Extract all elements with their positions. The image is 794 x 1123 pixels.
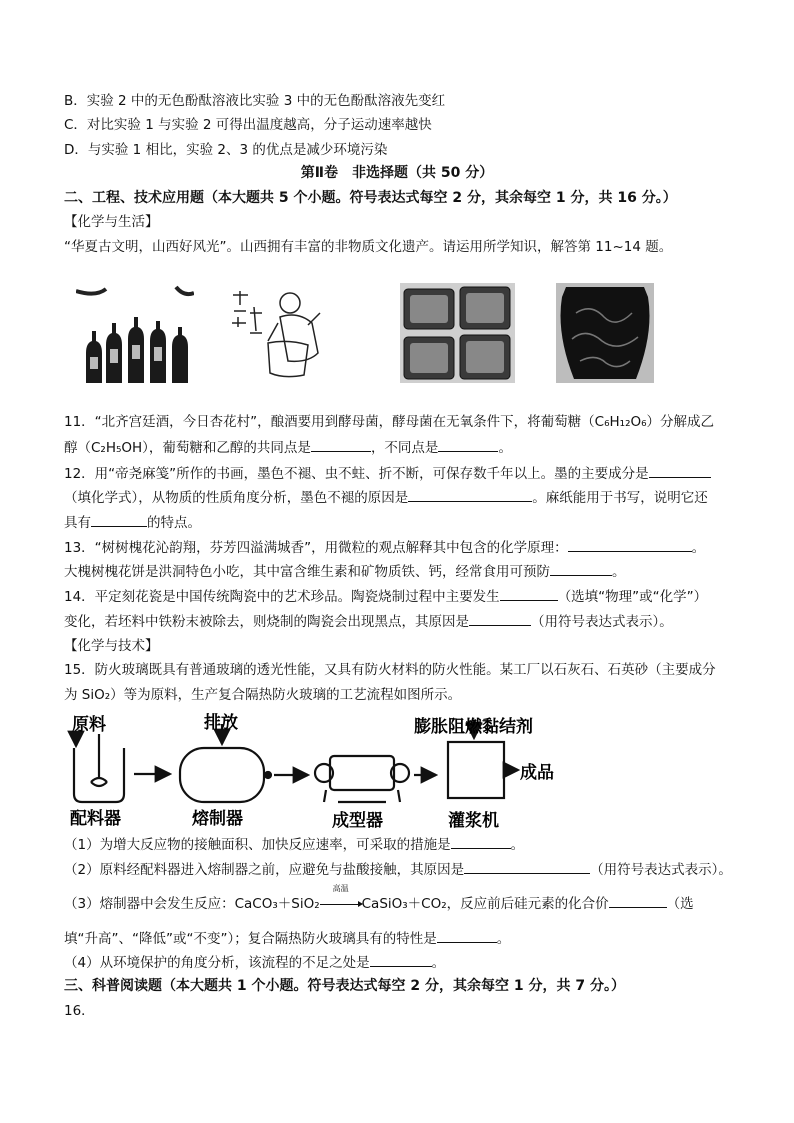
answer-blank[interactable] — [469, 611, 531, 626]
q13-line2: 大槐树槐花饼是洪洞特色小吃，其中富含维生素和矿物质铁、钙，经常食用可预防 。 — [64, 561, 626, 582]
q11-line1: 11．“北齐宫廷酒，今日杏花村”，酿酒要用到酵母菌，酵母菌在无氧条件下，将葡萄糖（C₆H₁₂O₆）分解成乙 — [64, 414, 715, 430]
q12-line1: 12．用“帝尧麻笺”所作的书画，墨色不褪、虫不蛀、折不断，可保存数千年以上。墨的主要成分是 — [64, 463, 711, 484]
answer-blank[interactable] — [438, 437, 498, 452]
carved-porcelain-vase-photo — [556, 283, 654, 383]
paper-making-illustration — [228, 283, 328, 383]
part2-heading: 二、工程、技术应用题（本大题共 5 个小题。符号表达式每空 2 分，其余每空 1 分，共 16 分。） — [64, 190, 677, 206]
q14-line2: 变化，若坯料中铁粉末被除去，则烧制的陶瓷会出现黑点，其原因是 （用符号表达式表示）。 — [64, 611, 673, 632]
label-exhaust: 排放 — [204, 713, 238, 733]
intro-text: “华夏古文明，山西好风光”。山西拥有丰富的非物质文化遗产。请运用所学知识，解答第 11~14 题。 — [64, 239, 673, 255]
answer-blank[interactable] — [451, 834, 511, 849]
label-grouter: 灌浆机 — [448, 811, 499, 830]
label-product: 成品 — [520, 763, 554, 783]
q15-2: （2）原料经配料器进入熔制器之前，应避免与盐酸接触，其原因是 （用符号表达式表示）。 — [64, 859, 732, 880]
answer-blank[interactable] — [408, 487, 532, 502]
option-d: D．与实验 1 相比，实验 2、3 的优点是减少环境污染 — [64, 142, 388, 158]
q13-line1: 13．“树树槐花沁韵翔，芬芳四溢满城香”，用微粒的观点解释其中包含的化学原理： 。 — [64, 537, 705, 558]
q15-stem-line2: 为 SiO₂）等为原料，生产复合隔热防火玻璃的工艺流程如图所示。 — [64, 687, 462, 703]
tag-chemistry-technology: 【化学与技术】 — [64, 638, 159, 654]
option-c: C．对比实验 1 与实验 2 可得出温度越高，分子运动速率越快 — [64, 117, 432, 133]
label-mixer: 配料器 — [70, 809, 121, 829]
label-binder: 膨胀阻燃黏结剂 — [414, 717, 533, 737]
flower-cakes-photo — [400, 283, 515, 383]
q15-4: （4）从环境保护的角度分析，该流程的不足之处是 。 — [64, 952, 445, 973]
label-former: 成型器 — [332, 811, 383, 830]
part3-heading: 三、科普阅读题（本大题共 1 个小题。符号表达式每空 2 分，其余每空 1 分，共 7 分。） — [64, 978, 625, 994]
label-melter: 熔制器 — [192, 809, 243, 829]
answer-blank[interactable] — [649, 463, 711, 478]
option-b: B．实验 2 中的无色酚酞溶液比实验 3 中的无色酚酞溶液先变红 — [64, 93, 446, 109]
answer-blank[interactable] — [437, 928, 497, 943]
answer-blank[interactable] — [91, 512, 147, 527]
q11-line2: 醇（C₂H₅OH），葡萄糖和乙醇的共同点是 ，不同点是 。 — [64, 437, 512, 458]
q15-stem-line1: 15．防火玻璃既具有普通玻璃的透光性能，又具有防火材料的防火性能。某工厂以石灰石、石英砂（主要成分 — [64, 662, 716, 678]
q12-line3: 具有 的特点。 — [64, 512, 201, 533]
q15-3-cont: 填“升高”、“降低”或“不变”）；复合隔热防火玻璃具有的特性是 。 — [64, 928, 510, 949]
q16-number: 16． — [64, 1003, 95, 1019]
q15-3: （3）熔制器中会发生反应：CaCO₃＋SiO₂ 高温 CaSiO₃＋CO₂，反应前后硅元素的化合价 （选 — [64, 884, 694, 912]
q15-1: （1）为增大反应物的接触面积、加快反应速率，可采取的措施是 。 — [64, 834, 524, 855]
label-raw-material: 原料 — [72, 715, 106, 735]
answer-blank[interactable] — [500, 586, 558, 601]
answer-blank[interactable] — [609, 893, 667, 908]
process-flow-diagram — [62, 712, 562, 830]
answer-blank[interactable] — [464, 859, 590, 874]
section-title: 第Ⅱ卷 非选择题（共 50 分） — [300, 165, 494, 181]
q14-line1: 14．平定刻花瓷是中国传统陶瓷中的艺术珍品。陶瓷烧制过程中主要发生 （选填“物理”或“化学”） — [64, 586, 707, 607]
answer-blank[interactable] — [311, 437, 371, 452]
reaction-arrow: 高温 — [320, 894, 362, 914]
answer-blank[interactable] — [370, 952, 432, 967]
tag-chemistry-life: 【化学与生活】 — [64, 214, 159, 230]
q12-line2: （填化学式），从物质的性质角度分析，墨色不褪的原因是 。麻纸能用于书写，说明它还 — [64, 487, 708, 508]
answer-blank[interactable] — [550, 561, 612, 576]
wine-bottles-image — [76, 283, 194, 383]
answer-blank[interactable] — [568, 537, 692, 552]
